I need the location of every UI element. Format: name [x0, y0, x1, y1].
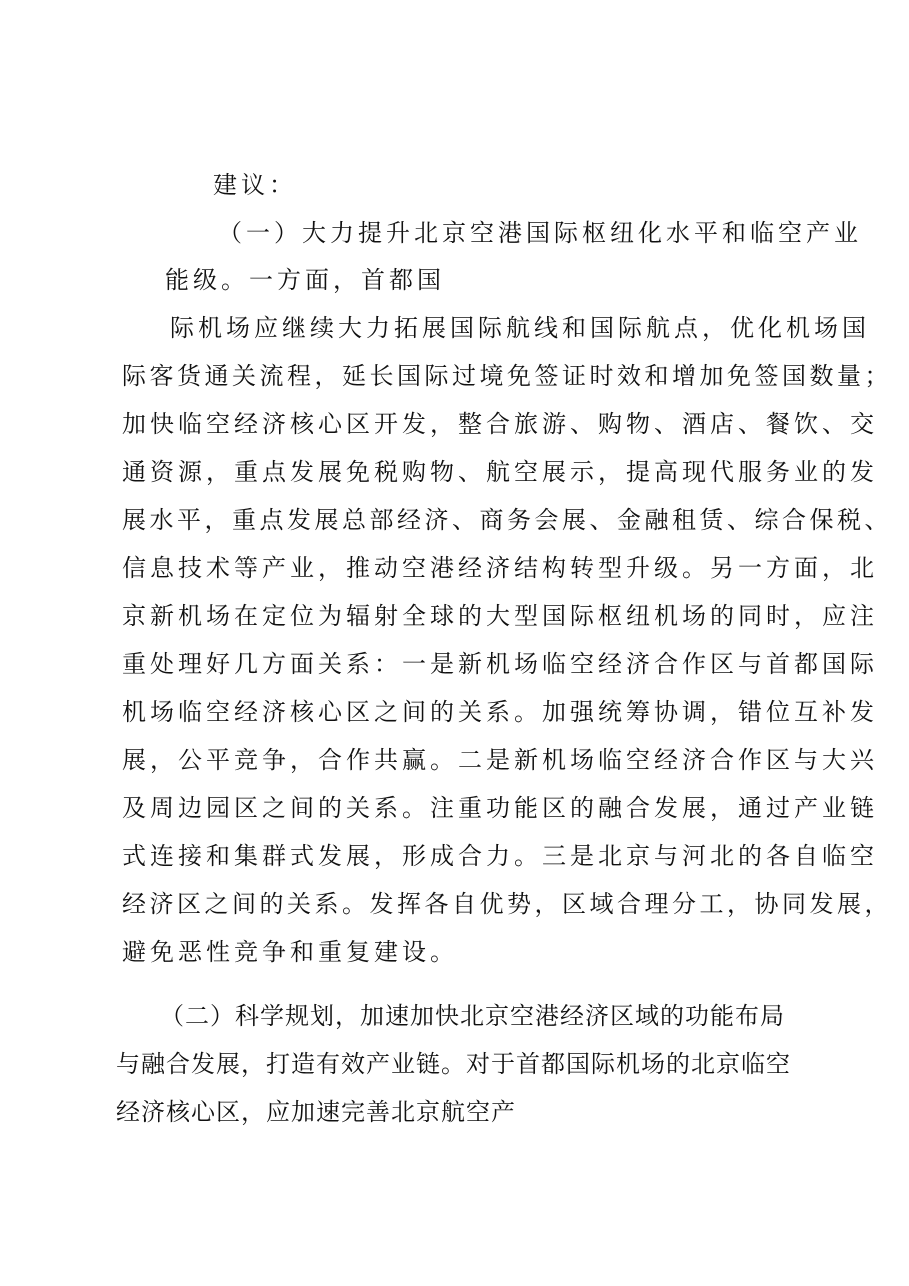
paragraph-line: 信息技术等产业，推动空港经济结构转型升级。另一方面，北	[122, 554, 878, 582]
paragraph-line: 展，公平竞争，合作共赢。二是新机场临空经济合作区与大兴	[122, 746, 878, 774]
paragraph-line: 通资源，重点发展免税购物、航空展示，提高现代服务业的发	[122, 458, 878, 486]
paragraph-line: 避免恶性竞争和重复建设。	[122, 938, 458, 966]
paragraph-line: （二）科学规划，加速加快北京空港经济区域的功能布局	[160, 1002, 785, 1030]
paragraph-line: 重处理好几方面关系：一是新机场临空经济合作区与首都国际	[122, 650, 878, 678]
paragraph-line: 建议：	[213, 171, 297, 199]
paragraph-line: 及周边园区之间的关系。注重功能区的融合发展，通过产业链	[122, 794, 878, 822]
paragraph-line: 能级。一方面，首都国	[165, 266, 445, 294]
paragraph-line: 际客货通关流程，延长国际过境免签证时效和增加免签国数量；	[122, 362, 892, 390]
paragraph-line: 机场临空经济核心区之间的关系。加强统筹协调，错位互补发	[122, 698, 878, 726]
paragraph-line: 加快临空经济核心区开发，整合旅游、购物、酒店、餐饮、交	[122, 410, 878, 438]
paragraph-line: 式连接和集群式发展，形成合力。三是北京与河北的各自临空	[122, 842, 878, 870]
paragraph-line: 经济区之间的关系。发挥各自优势，区域合理分工，协同发展，	[122, 890, 892, 918]
paragraph-line: 展水平，重点发展总部经济、商务会展、金融租赁、综合保税、	[122, 506, 892, 534]
paragraph-line: 经济核心区，应加速完善北京航空产	[116, 1098, 516, 1126]
paragraph-line: 际机场应继续大力拓展国际航线和国际航点，优化机场国	[170, 314, 870, 342]
paragraph-line: 与融合发展，打造有效产业链。对于首都国际机场的北京临空	[116, 1050, 791, 1078]
paragraph-line: 京新机场在定位为辐射全球的大型国际枢纽机场的同时，应注	[122, 602, 878, 630]
paragraph-line: （一）大力提升北京空港国际枢纽化水平和临空产业	[218, 219, 862, 247]
